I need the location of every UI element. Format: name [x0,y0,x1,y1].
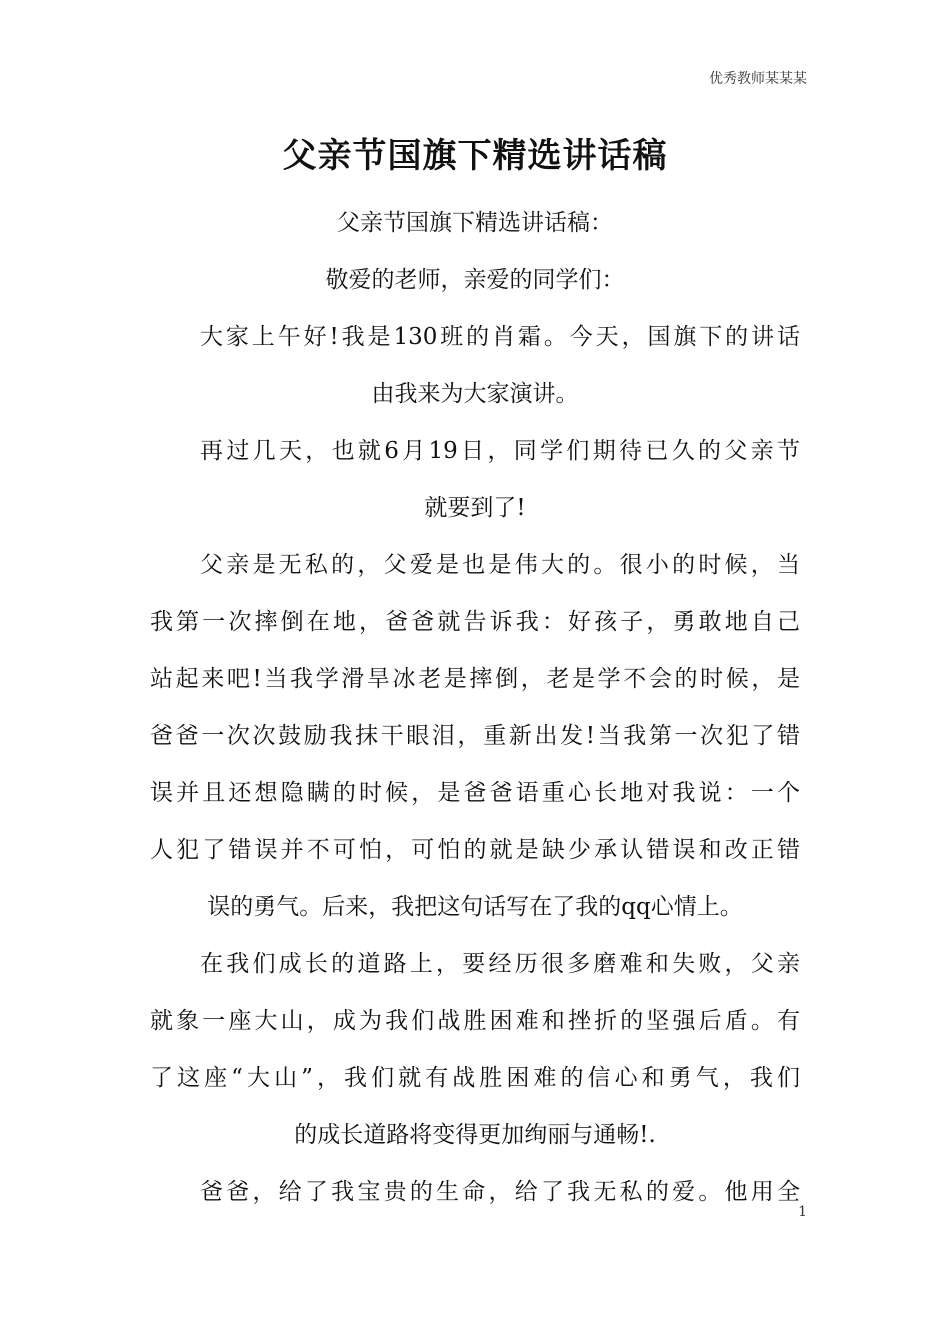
paragraph-line: 误并且还想隐瞒的时候，是爸爸语重心长地对我说：一个 [150,780,800,806]
paragraph-line: 站起来吧!当我学滑旱冰老是摔倒，老是学不会的时候，是 [150,666,800,692]
paragraph-line: 由我来为大家演讲。 [371,381,579,407]
paragraph-line: 的成长道路将变得更加绚丽与通畅!. [294,1122,656,1148]
paragraph-line: 大家上午好!我是130班的肖霜。今天，国旗下的讲话 [200,324,800,350]
page-header: 优秀教师某某某 [709,71,807,87]
subtitle-line: 父亲节国旗下精选讲话稿： [337,210,613,236]
salutation-line: 敬爱的老师，亲爱的同学们： [325,267,625,293]
document-title: 父亲节国旗下精选讲话稿 [282,136,668,176]
paragraph-line: 误的勇气。后来，我把这句话写在了我的qq心情上。 [207,894,743,920]
page-number: 1 [798,1204,807,1220]
paragraph-line: 了这座“大山”，我们就有战胜困难的信心和勇气，我们 [150,1065,800,1091]
paragraph-line: 再过几天，也就6月19日，同学们期待已久的父亲节 [200,438,800,464]
paragraph-line: 我第一次摔倒在地，爸爸就告诉我：好孩子，勇敢地自己 [150,609,800,635]
paragraph-line: 就要到了! [424,495,526,521]
paragraph-line: 父亲是无私的，父爱是也是伟大的。很小的时候，当 [200,552,800,578]
paragraph-line: 人犯了错误并不可怕，可怕的就是缺少承认错误和改正错 [150,837,800,863]
paragraph-line: 爸爸，给了我宝贵的生命，给了我无私的爱。他用全 [200,1179,800,1205]
paragraph-line: 就象一座大山，成为我们战胜困难和挫折的坚强后盾。有 [150,1008,800,1034]
paragraph-line: 爸爸一次次鼓励我抹干眼泪，重新出发!当我第一次犯了错 [150,723,800,749]
paragraph-line: 在我们成长的道路上，要经历很多磨难和失败，父亲 [200,951,800,977]
